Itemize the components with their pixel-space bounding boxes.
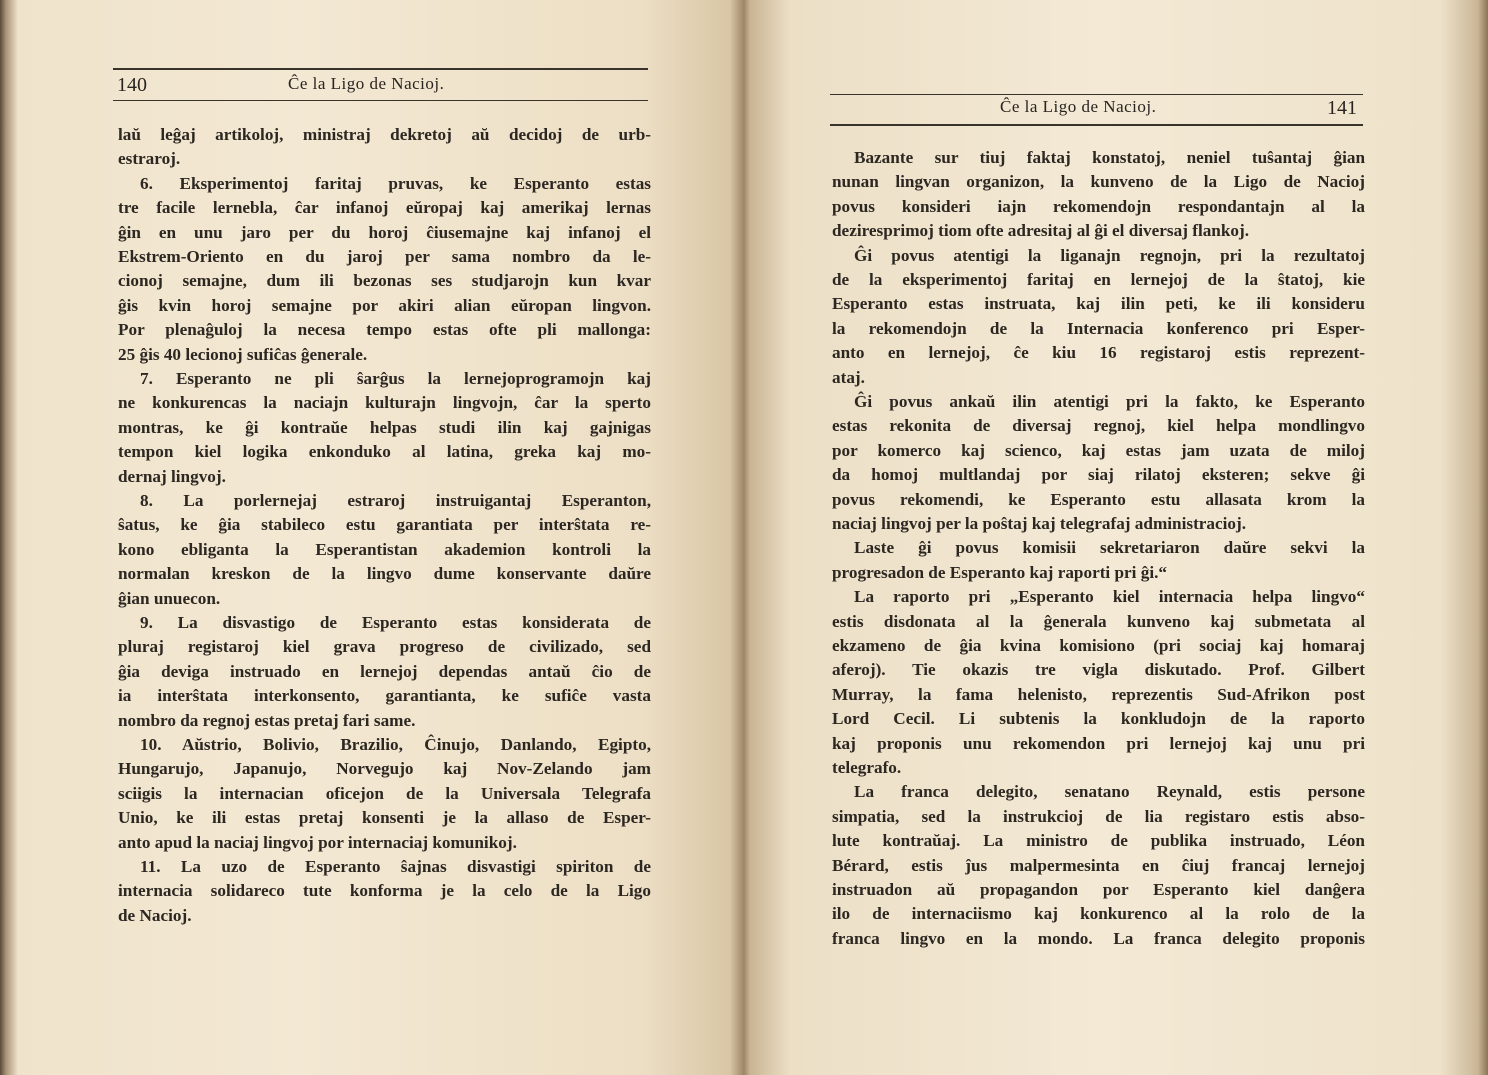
text-line: sciigis la internacian oficejon de la Universala Telegrafa	[118, 783, 651, 803]
text-line: naciaj lingvoj per la poŝtaj kaj telegrafaj administracioj.	[832, 514, 1247, 533]
text-line: de Nacioj.	[118, 905, 192, 925]
text-line: tre facile lernebla, ĉar infanoj eŭropaj kaj amerikaj lernas	[118, 198, 651, 218]
text-line: por komerco kaj scienco, kaj estas jam uzata de miloj	[832, 440, 1365, 460]
text-line: La franca delegito, senatano Reynald, estis persone	[854, 782, 1365, 802]
text-line: normalan kreskon de la lingvo dume konservante daŭre	[118, 564, 651, 584]
text-line: ŝatus, ke ĝia stabileco estu garantiata per interŝtata re-	[118, 515, 651, 535]
text-line: kono ebliganta la Esperantistan akademion kontroli la	[118, 539, 651, 559]
text-line: 11. La uzo de Esperanto ŝajnas disvastigi spiriton de	[140, 857, 651, 876]
running-title: Ĉe la Ligo de Nacioj.	[288, 74, 445, 93]
text-line: simpatia, sed la instrukcioj de lia registaro estis abso-	[832, 806, 1365, 826]
text-line: estis disdonata al la ĝenerala kunveno kaj submetata al	[832, 611, 1365, 631]
text-line: Bérard, estis ĵus malpermesinta en ĉiuj francaj lernejoj	[832, 855, 1365, 875]
text-line: Esperanto estas instruata, kaj ilin peti, ke ili konsideru	[832, 294, 1365, 314]
text-line: povus konsideri iajn rekomendojn respondantajn al la	[832, 196, 1365, 216]
text-line: Laste ĝi povus komisii sekretariaron daŭre sekvi la	[854, 538, 1365, 558]
text-line: Ĝi povus ankaŭ ilin atentigi pri la fakto, ke Esperanto	[854, 392, 1365, 411]
text-line: montras, ke ĝi kontraŭe helpas studi ilin kaj gajnigas	[118, 417, 651, 437]
text-line: ataj.	[832, 367, 865, 387]
text-line: lute kontraŭaj. La ministro de publika instruado, Léon	[832, 831, 1365, 851]
text-line: da homoj multlandaj por siaj rilatoj eksteren; sekve ĝi	[832, 465, 1365, 485]
text-line: de la eksperimentoj faritaj en lernejoj de la ŝtatoj, kie	[832, 270, 1365, 289]
text-line: 9. La disvastigo de Esperanto estas konsiderata de	[140, 613, 651, 632]
text-line: pluraj registaroj kiel grava progreso de civilizado, sed	[118, 637, 651, 657]
text-line: Murray, la fama helenisto, reprezentis Sud-Afrikon post	[832, 684, 1365, 704]
text-line: estas rekonita de diversaj regnoj, kiel helpa mondlingvo	[832, 416, 1365, 436]
text-line: internacia solidareco tute konforma je la celo de la Ligo	[118, 881, 651, 901]
text-line: Lord Cecil. Li subtenis la konkludojn de la raporto	[832, 709, 1365, 729]
text-line: povus rekomendi, ke Esperanto estu allasata krom la	[832, 489, 1365, 509]
text-line: nombro da regnoj estas pretaj fari same.	[118, 710, 416, 730]
text-line: estraroj.	[118, 149, 181, 169]
text-line: instruadon aŭ propagandon por Esperanto kiel danĝera	[832, 880, 1365, 899]
text-line: la rekomendojn de la Internacia konferenco pri Esper-	[832, 318, 1365, 338]
text-line: 8. La porlernejaj estraroj instruigantaj Esperanton,	[140, 491, 651, 510]
text-line: anto apud la naciaj lingvoj por internaciaj komunikoj.	[118, 832, 517, 852]
text-line: Bazante sur tiuj faktaj konstatoj, neniel tuŝantaj ĝian	[854, 148, 1365, 167]
text-line: telegrafo.	[832, 758, 902, 777]
text-line: Hungarujo, Japanujo, Norvegujo kaj Nov-Zelando jam	[118, 759, 651, 779]
text-line: Por plenaĝuloj la necesa tempo estas ofte pli mallonga:	[118, 320, 651, 340]
text-line: ne konkurencas la naciajn kulturajn lingvojn, ĉar la sperto	[118, 393, 651, 413]
text-line: tempon kiel logika enkonduko al latina, greka kaj mo-	[118, 442, 651, 462]
text-line: kaj proponis unu rekomendon pri lernejoj kaj unu pri	[832, 733, 1365, 753]
text-line: anto en lernejoj, ĉe kiu 16 registaroj estis reprezent-	[832, 343, 1365, 363]
text-line: ĝian unuecon.	[118, 588, 221, 608]
page-number: 141	[1327, 97, 1357, 119]
text-line: ilo de internaciismo kaj konkurenco al la rolo de la	[832, 904, 1365, 924]
text-line: dernaj lingvoj.	[118, 466, 226, 486]
running-title: Ĉe la Ligo de Nacioj.	[1000, 97, 1157, 116]
text-line: laŭ leĝaj artikoloj, ministraj dekretoj aŭ decidoj de urb-	[118, 125, 651, 144]
text-line: cionoj semajne, dum ili bezonas ses studjarojn kun kvar	[118, 271, 651, 291]
text-line: ia interŝtata interkonsento, garantianta, ke sufiĉe vasta	[118, 686, 651, 706]
text-line: La raporto pri „Esperanto kiel internacia helpa lingvo“	[854, 587, 1365, 607]
text-line: aferoj). Tie okazis tre vigla diskutado. Prof. Gilbert	[832, 660, 1365, 680]
text-line: ĝin en unu jaro per du horoj ĉiusemajne kaj infanoj el	[118, 222, 651, 242]
text-line: progresadon de Esperanto kaj raporti pri ĝi.“	[832, 562, 1168, 582]
text-line: ĝia deviga instruado en lernejoj dependas antaŭ ĉio de	[118, 661, 651, 681]
text-line: Ekstrem-Oriento en du jaroj per sama nombro da le-	[118, 247, 651, 266]
text-line: ĝis kvin horoj semajne por akiri alian eŭropan lingvon.	[118, 295, 651, 315]
text-line: 7. Esperanto ne pli ŝarĝus la lernejoprogramojn kaj	[140, 369, 651, 388]
text-line: Unio, ke ili estas pretaj konsenti je la allaso de Esper-	[118, 808, 651, 828]
header-rule-top	[830, 94, 1363, 95]
text-line: 25 ĝis 40 lecionoj sufiĉas ĝenerale.	[118, 344, 368, 364]
text-line: nunan lingvan organizon, la kunveno de la Ligo de Nacioj	[832, 172, 1365, 192]
text-line: deziresprimoj tiom ofte adresitaj al ĝi el diversaj flankoj.	[832, 221, 1250, 241]
header-rule-bottom	[830, 124, 1363, 126]
text-line: 6. Eksperimentoj faritaj pruvas, ke Esperanto estas	[140, 173, 651, 193]
text-line: Ĝi povus atentigi la liganajn regnojn, pri la rezultatoj	[854, 245, 1365, 265]
text-line: franca lingvo en la mondo. La franca delegito proponis	[832, 928, 1365, 948]
text-line: 10. Aŭstrio, Bolivio, Brazilio, Ĉinujo, Danlando, Egipto,	[140, 735, 651, 754]
page-number: 140	[117, 74, 147, 96]
text-line: ekzameno de ĝia kvina komisiono (pri sociaj kaj homaraj	[832, 636, 1365, 655]
